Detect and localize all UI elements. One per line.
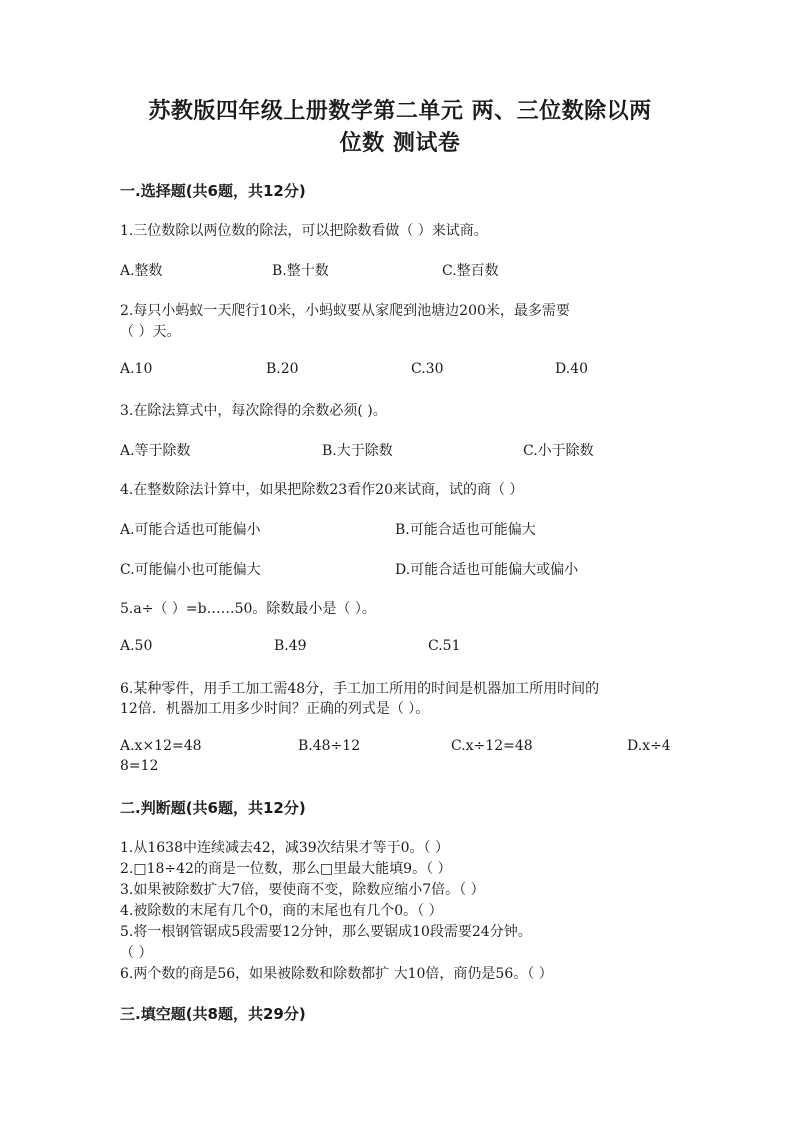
q3-stem: 3.在除法算式中，每次除得的余数必须( )。 [120,403,387,419]
title-line-2: 位数 测试卷 [339,131,461,156]
q2-option-a: A.10 [120,361,153,377]
judge-item-4: 4.被除数的末尾有几个0，商的末尾也有几个0。（ ） [120,903,443,919]
judge-item-3: 3.如果被除数扩大7倍，要使商不变，除数应缩小7倍。（ ） [120,882,485,898]
judge-item-5-wrap: （ ） [120,945,153,961]
q6-option-b: B.48÷12 [298,738,361,754]
q1-option-a: A.整数 [120,263,163,279]
q6-option-d: D.x÷4 [627,738,671,754]
q2-option-b: B.20 [266,361,299,377]
judge-item-1: 1.从1638中连续减去42，减39次结果才等于0。（ ） [120,840,449,856]
q3-option-a: A.等于除数 [120,443,191,459]
q6-option-d-wrap: 8=12 [120,758,159,774]
q4-option-a: A.可能合适也可能偏小 [120,522,261,538]
q5-option-a: A.50 [120,638,153,654]
q3-option-c: C.小于除数 [523,443,594,459]
q1-option-b: B.整十数 [272,263,329,279]
q5-stem: 5.a÷（ ）=b……50。除数最小是（ ）。 [120,601,376,617]
title-line-1: 苏教版四年级上册数学第二单元 两、三位数除以两 [148,99,652,124]
q2-option-d: D.40 [555,361,588,377]
q1-option-c: C.整百数 [442,263,499,279]
section-2-heading: 二.判断题(共6题，共12分) [120,799,306,817]
q2-stem-line-1: 2.每只小蚂蚁一天爬行10米，小蚂蚁要从家爬到池塘边200米，最多需要 [120,303,570,319]
judge-item-2: 2.□18÷42的商是一位数，那么□里最大能填9。（ ） [120,861,452,877]
q2-option-c: C.30 [411,361,444,377]
q3-option-b: B.大于除数 [322,443,393,459]
q6-stem-line-2: 12倍．机器加工用多少时间？正确的列式是（ ）。 [120,701,430,717]
q4-option-d: D.可能合适也可能偏大或偏小 [395,562,579,578]
q5-option-c: C.51 [428,638,461,654]
q4-option-c: C.可能偏小也可能偏大 [120,562,261,578]
q6-stem-line-1: 6.某种零件，用手工加工需48分，手工加工所用的时间是机器加工所用时间的 [120,681,600,697]
section-3-heading: 三.填空题(共8题，共29分) [120,1005,306,1023]
q5-option-b: B.49 [274,638,307,654]
q6-option-a: A.x×12=48 [120,738,202,754]
q4-stem: 4.在整数除法计算中，如果把除数23看作20来试商，试的商（ ） [120,482,524,498]
page-title [90,96,710,160]
q6-option-c: C.x÷12=48 [451,738,533,754]
q4-option-b: B.可能合适也可能偏大 [395,522,536,538]
q1-stem: 1.三位数除以两位数的除法，可以把除数看做（ ）来试商。 [120,223,488,239]
section-1-heading: 一.选择题(共6题，共12分) [120,182,306,200]
q2-stem-line-2: （ ）天。 [120,324,181,340]
judge-item-5: 5.将一根钢管锯成5段需要12分钟，那么要锯成10段需要24分钟。 [120,924,532,940]
judge-item-6: 6.两个数的商是56，如果被除数和除数都扩 大10倍，商仍是56。（ ） [120,966,553,982]
